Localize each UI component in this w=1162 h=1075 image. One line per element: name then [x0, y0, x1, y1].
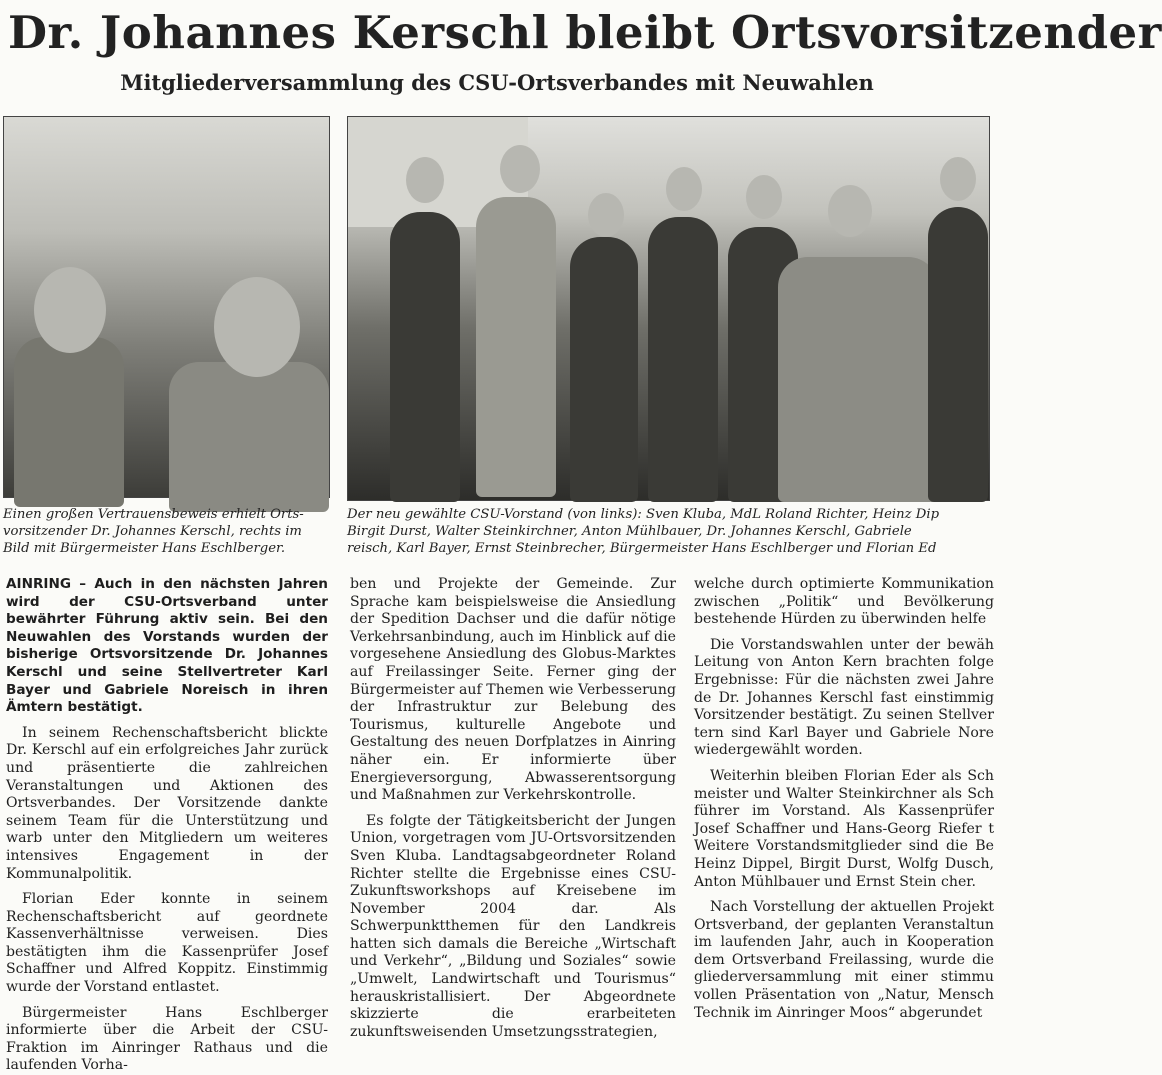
photo-csu-board — [347, 116, 990, 501]
article-column-2 — [350, 576, 676, 1040]
caption-left-line: Bild mit Bürgermeister Hans Eschlberger. — [3, 541, 286, 556]
photo-kerschl-eschlberger — [3, 116, 330, 498]
caption-left — [3, 506, 333, 557]
caption-left-line: Einen großen Vertrauensbeweis erhielt Orts- — [3, 507, 304, 522]
subheadline: Mitgliederversammlung des CSU-Ortsverbandes mit Neuwahlen — [120, 70, 874, 95]
caption-right — [347, 506, 991, 557]
article-paragraph: Es folgte der Tätigkeitsbericht der Jungen Union, vorgetragen vom JU-Ortsvorsitzenden Sven Kluba. Landtagsabgeordneter Roland Richter stellte die Ergebnisse eines CSU-Zukunftsworkshops auf Kreisebene im November 2004 dar. Als Schwerpunktthemen für den Landkreis hatten sich damals die Bereiche „Wirtschaft und Verkehr“, „Bildung und Soziales“ sowie „Umwelt, Landwirtschaft und Tourismus“ herauskristallisiert. Der Abgeordnete skizzierte die erarbeiteten zukunftsweisenden Umsetzungsstrategien, — [350, 812, 676, 1040]
article-lead: AINRING – Auch in den nächsten Jahren wird der CSU-Ortsverband unter bewährter Führung aktiv sein. Bei den Neuwahlen des Vorstands wurden der bisherige Ortsvorsitzende Dr. Johannes Kerschl und seine Stellvertreter Karl Bayer und Gabriele Noreisch in ihren Ämtern bestätigt. — [6, 576, 328, 716]
article-paragraph: ben und Projekte der Gemeinde. Zur Sprache kam beispielsweise die Ansiedlung der Spedition Dachser und die dafür nötige Verkehrsanbindung, auch im Hinblick auf die vorgesehene Ansiedlung des Globus-Marktes auf Freilassinger Seite. Ferner ging der Bürgermeister auf Themen wie Verbesserung der Infrastruktur zur Belebung des Tourismus, kulturelle Angebote und Gestaltung des neuen Dorfplatzes in Ainring näher ein. Er informierte über Energieversorgung, Abwasserentsorgung und Maßnahmen zur Verkehrskontrolle. — [350, 576, 676, 804]
article-paragraph: Weiterhin bleiben Florian Eder als Sch meister und Walter Steinkirchner als Sch führer im Vorstand. Als Kassenprüfer Josef Schaffner und Hans-Georg Riefer t Weitere Vorstandsmitglieder sind die Be Heinz Dippel, Birgit Durst, Wolfg Dusch, Anton Mühlbauer und Ernst Stein cher. — [694, 767, 994, 890]
caption-left-line: vorsitzender Dr. Johannes Kerschl, rechts im — [3, 524, 302, 539]
article-paragraph: In seinem Rechenschaftsbericht blickte Dr. Kerschl auf ein erfolgreiches Jahr zurück und präsentierte die zahlreichen Veranstaltungen und Aktionen des Ortsverbandes. Der Vorsitzende dankte seinem Team für die Unterstützung und warb unter den Mitgliedern um weiteres intensives Engagement in der Kommunalpolitik. — [6, 724, 328, 882]
article-paragraph: Florian Eder konnte in seinem Rechenschaftsbericht auf geordnete Kassenverhältnisse verweisen. Dies bestätigten ihm die Kassenprüfer Josef Schaffner und Alfred Koppitz. Einstimmig wurde der Vorstand entlastet. — [6, 891, 328, 996]
caption-right-line: Der neu gewählte CSU-Vorstand (von links): Sven Kluba, MdL Roland Richter, Heinz Dip — [347, 507, 940, 522]
article-column-3 — [694, 576, 994, 1026]
article-paragraph: Nach Vorstellung der aktuellen Projekt Ortsverband, der geplanten Veranstaltun im laufenden Jahr, auch in Kooperation dem Ortsverband Freilassing, wurde die gliederversammlung mit einer stimmu vollen Präsentation von „Natur, Mensch Technik im Ainringer Moos“ abgerundet — [694, 899, 994, 1021]
caption-right-line: reisch, Karl Bayer, Ernst Steinbrecher, Bürgermeister Hans Eschlberger und Florian Ed — [347, 541, 937, 556]
article-paragraph: welche durch optimierte Kommunikation zwischen „Politik“ und Bevölkerung bestehende Hürden zu überwinden helfe — [694, 576, 994, 628]
article-paragraph: Die Vorstandswahlen unter der bewäh Leitung von Anton Kern brachten folge Ergebnisse: Für die nächsten zwei Jahre de Dr. Johannes Kerschl fast einstimmig Vorsitzender bestätigt. Zu seinen Stellver tern sind Karl Bayer und Gabriele Nore wiedergewählt worden. — [694, 636, 994, 759]
caption-right-line: Birgit Durst, Walter Steinkirchner, Anton Mühlbauer, Dr. Johannes Kerschl, Gabriele — [347, 524, 912, 539]
article-paragraph: Bürgermeister Hans Eschlberger informierte über die Arbeit der CSU-Fraktion im Ainringer Rathaus und die laufenden Vorha- — [6, 1004, 328, 1074]
headline: Dr. Johannes Kerschl bleibt Ortsvorsitzender — [8, 6, 1162, 59]
article-column-1 — [6, 576, 328, 1074]
